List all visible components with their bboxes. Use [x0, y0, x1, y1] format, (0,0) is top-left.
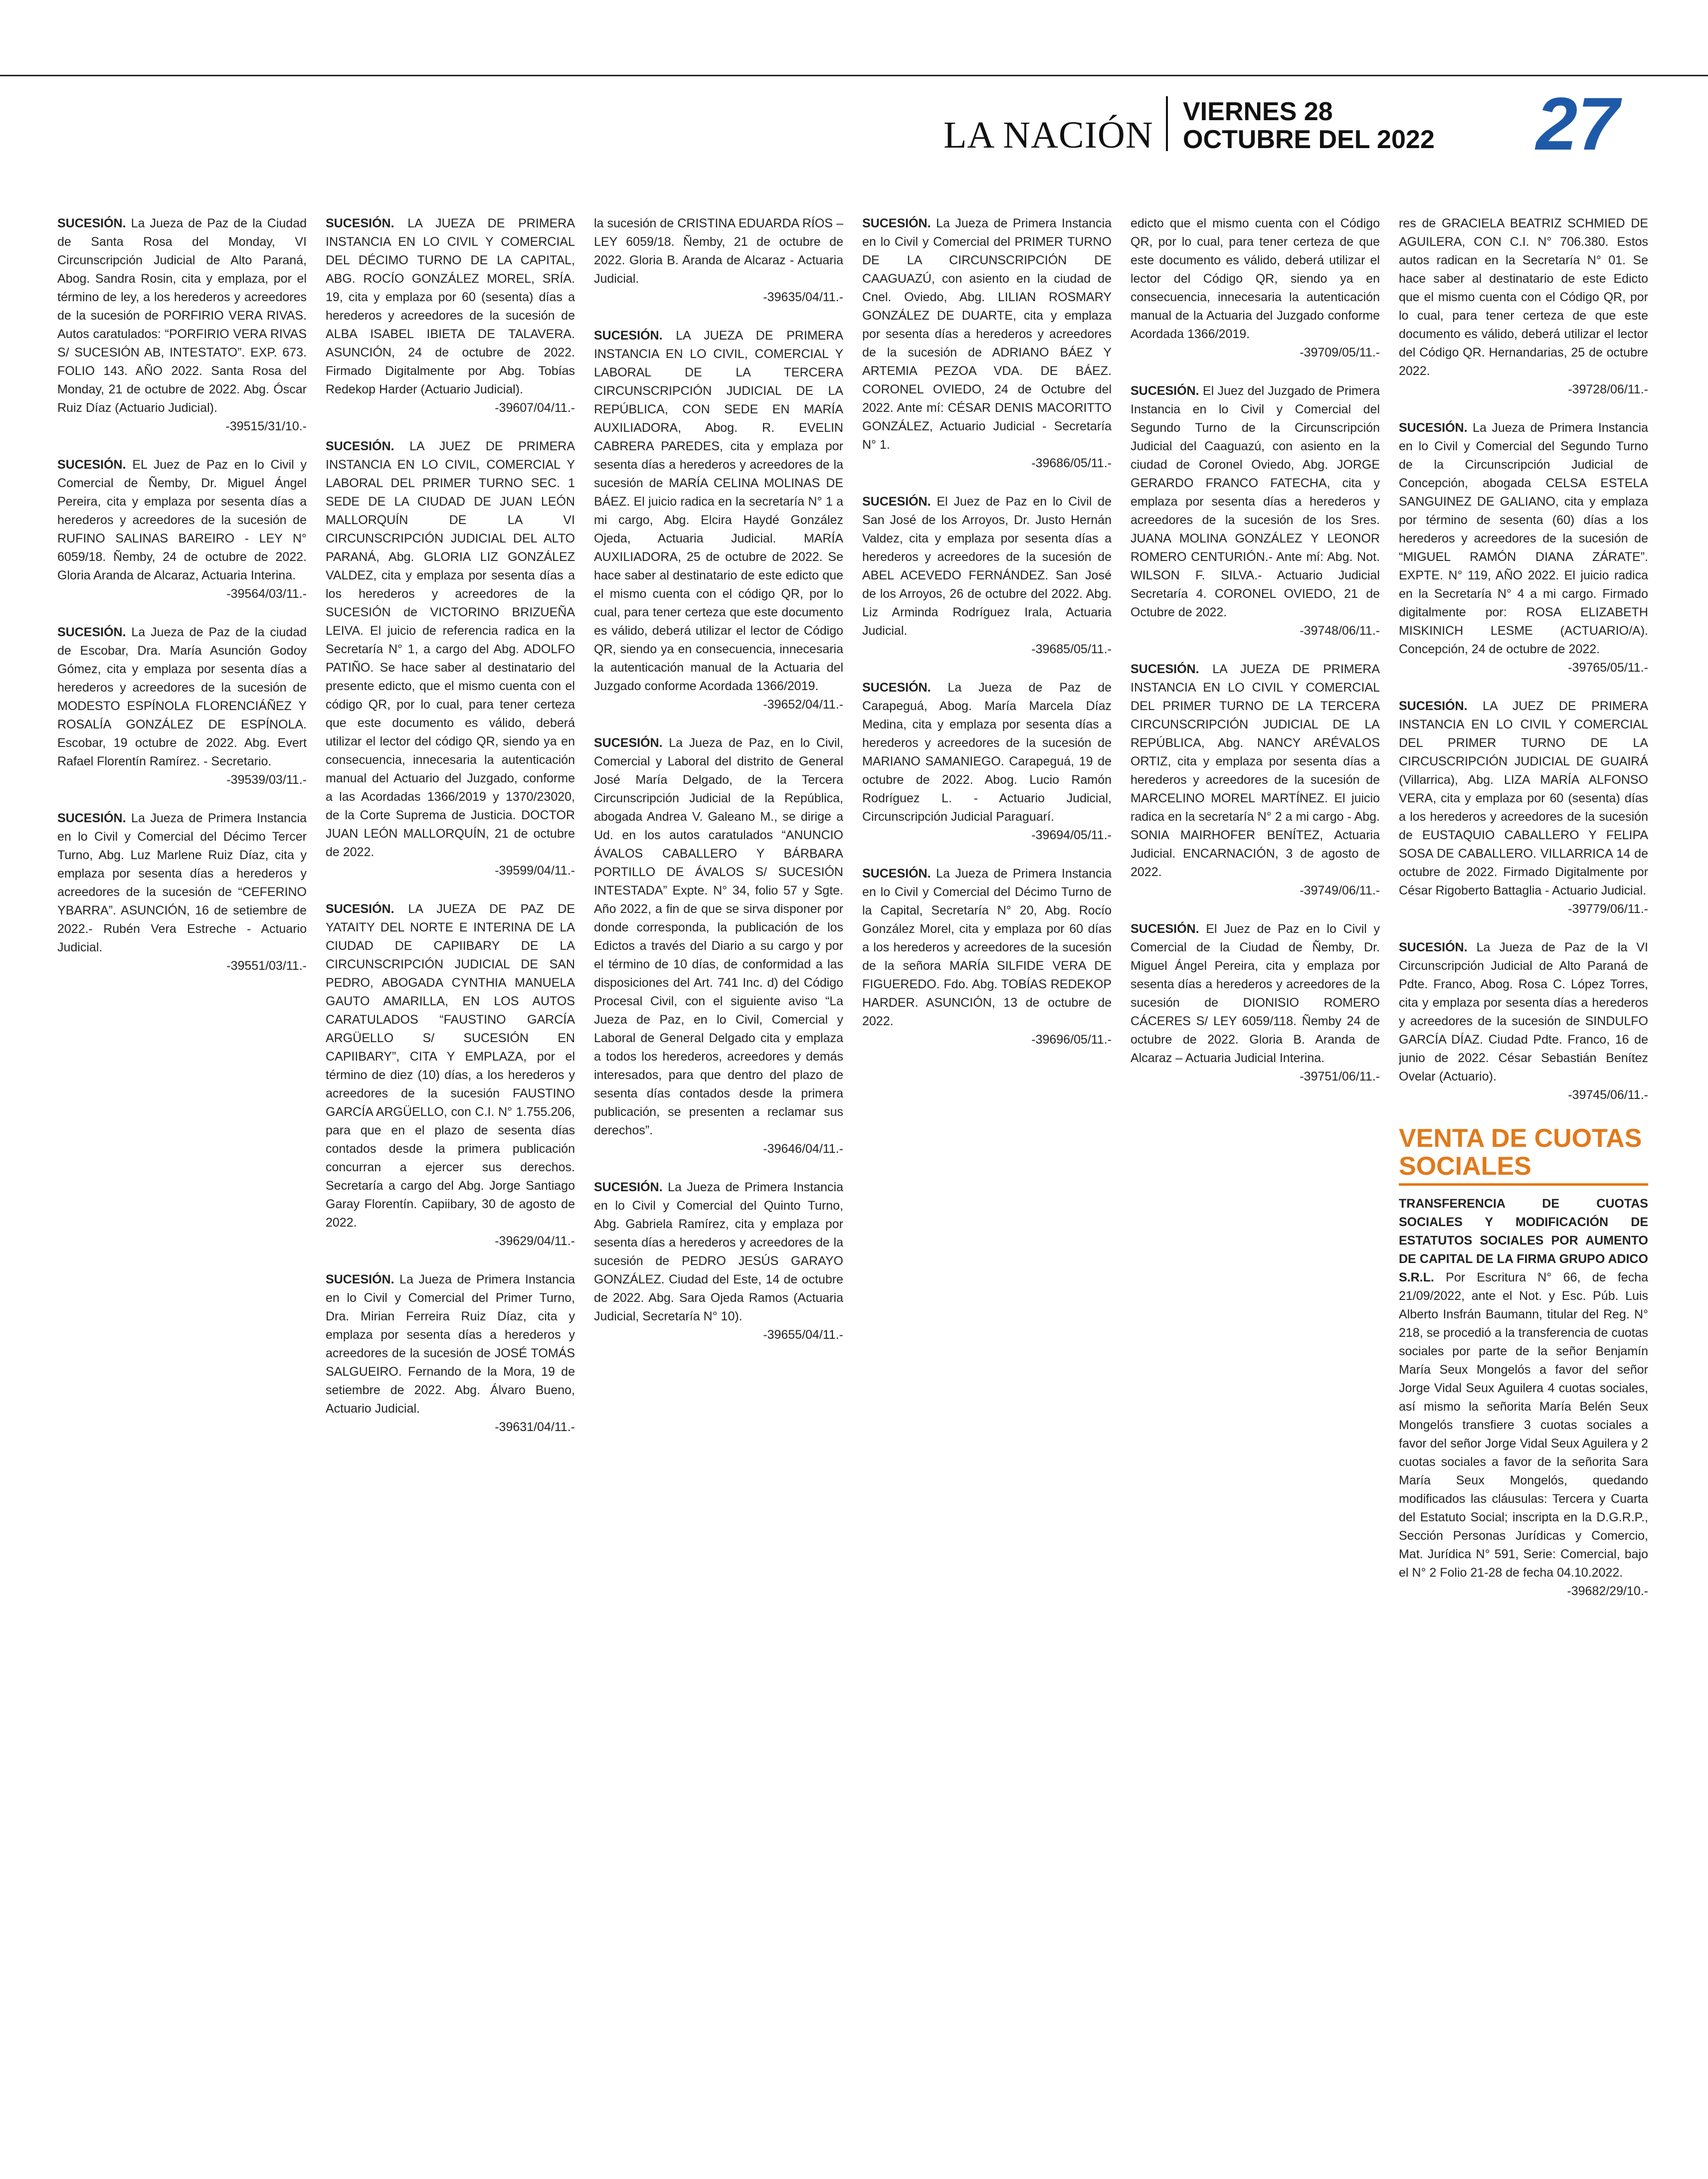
legal-notice — [1399, 214, 1648, 399]
notice-reference: -39682/29/10.- — [1567, 1584, 1648, 1598]
issue-month: OCTUBRE DEL 2022 — [1183, 125, 1435, 154]
notice-body: LA JUEZA DE PRIMERA INSTANCIA EN LO CIVIL, COMERCIAL Y LABORAL DE LA TERCERA CIRCUNSCRIPCIÓN JUDICIAL DE LA REPÚBLICA, CON SEDE EN MARÍA AUXILIADORA, Abog. R. EVELIN CABRERA PAREDES, cita y emplaza por sesenta días a herederos y acreedores de la sucesión de MARÍA CELINA MOLINAS DE BÁEZ. El juicio radica en la secretaría N° 1 a mi cargo, Abg. Elcira Haydé González Ojeda, Actuaria Judicial. MARÍA AUXILIADORA, 25 de octubre de 2022. Se hace saber al destinatario de este edicto que el mismo cuenta con el código QR, por lo cual, para tener certeza que este documento es válido, deberá utilizar el lector de Código QR, siendo ya en consecuencia, innecesaria la autenticación manual de la Actuaria del Juzgado conforme Acordada 1366/2019. — [594, 329, 843, 693]
top-rule — [0, 75, 1708, 76]
legal-notice — [326, 437, 575, 880]
notice-body: La Jueza de Paz de Carapeguá, Abog. María Marcela Díaz Medina, cita y emplaza por sesenta días a herederos y acreedores de la sucesión de MARIANO SAMANIEGO. Carapeguá, 19 de octubre de 2022. Abog. Lucio Ramón Rodríguez L. - Actuario Judicial, Circunscripción Judicial Paraguarí. — [862, 681, 1112, 824]
notice-reference: -39686/05/11.- — [1031, 456, 1112, 470]
legal-notice — [594, 734, 843, 1158]
notice-reference: -39655/04/11.- — [763, 1328, 843, 1342]
notice-reference: -39635/04/11.- — [763, 290, 843, 304]
legal-notice — [57, 214, 307, 436]
notice-keyword: SUCESIÓN. — [57, 811, 126, 825]
notice-reference: -39765/05/11.- — [1568, 661, 1648, 675]
notice-reference: -39694/05/11.- — [1031, 828, 1112, 842]
legal-notice — [1399, 419, 1648, 677]
notice-reference: -39749/06/11.- — [1300, 884, 1380, 898]
notice-reference: -39629/04/11.- — [495, 1234, 575, 1248]
notice-reference: -39696/05/11.- — [1031, 1033, 1112, 1047]
notice-reference: -39748/06/11.- — [1300, 624, 1380, 638]
notice-keyword: SUCESIÓN. — [1131, 922, 1199, 936]
legal-notice — [57, 809, 307, 975]
notice-keyword: SUCESIÓN. — [862, 216, 931, 230]
notice-keyword: SUCESIÓN. — [326, 216, 394, 230]
issue-day: VIERNES 28 — [1183, 97, 1333, 126]
legal-notice — [862, 214, 1112, 473]
newspaper-logo: LA NACIÓN — [944, 114, 1153, 156]
notice-body: LA JUEZ DE PRIMERA INSTANCIA EN LO CIVIL, COMERCIAL Y LABORAL DEL PRIMER TURNO SEC. 1 SEDE DE LA CIUDAD DE JUAN LEÓN MALLORQUÍN DE LA VI CIRCUNSCRIPCIÓN JUDICIAL DEL ALTO PARANÁ, Abg. GLORIA LIZ GONZÁLEZ VALDEZ, cita y emplaza por sesenta días a los herederos y acreedores de la SUCESIÓN de VICTORINO BRIZUEÑA LEIVA. El juicio de referencia radica en la Secretaría N° 1, a cargo del Abg. ADOLFO PATIÑO. Se hace saber al destinatario del presente edicto, que el mismo cuenta con el código QR, por lo cual, para tener certeza que este documento es válido, deberá utilizar el lector del código QR, siendo ya en consecuencia, innecesaria la autenticación manual del Actuario del Juzgado, conforme a las Acordadas 1366/2019 y 1370/23020, de la Corte Suprema de Justicia. DOCTOR JUAN LEÓN MALLORQUÍN, 21 de octubre de 2022. — [326, 439, 575, 859]
legal-notice — [862, 865, 1112, 1049]
column-1 — [57, 214, 307, 2159]
notice-reference: -39745/06/11.- — [1568, 1088, 1648, 1102]
classifieds-columns — [57, 214, 1651, 2159]
notice-reference: -39599/04/11.- — [495, 864, 575, 878]
notice-body: edicto que el mismo cuenta con el Código QR, por lo cual, para tener certeza de que este documento es válido, deberá utilizar el lector del Código QR, siendo ya en consecuencia, innecesaria la autenticación manual de la Actuaria del Juzgado conforme Acordada 1366/2019. — [1131, 216, 1380, 341]
section-heading: VENTA DE CUOTAS SOCIALES — [1399, 1124, 1648, 1186]
notice-reference: -39551/03/11.- — [226, 959, 307, 973]
legal-notice — [594, 327, 843, 714]
legal-notice — [57, 456, 307, 603]
notice-keyword: SUCESIÓN. — [326, 902, 394, 916]
legal-notice — [862, 679, 1112, 845]
legal-notice — [1399, 1195, 1648, 1601]
column-6 — [1399, 214, 1648, 2159]
notice-reference: -39539/03/11.- — [226, 773, 307, 787]
column-5 — [1131, 214, 1380, 2159]
notice-keyword: SUCESIÓN. — [862, 495, 931, 509]
column-4 — [862, 214, 1112, 2159]
notice-reference: -39607/04/11.- — [495, 401, 575, 415]
notice-body: Por Escritura N° 66, de fecha 21/09/2022, ante el Not. y Esc. Púb. Luis Alberto Insfrán Baumann, titular del Reg. N° 218, se procedió a la transferencia de cuotas sociales por parte de la señor Benjamín María Seux Mongelós a favor del señor Jorge Vidal Seux Aguilera 4 cuotas sociales, así mismo la señorita María Belén Seux Mongelós transfiere 3 cuotas sociales a favor del señor Jorge Vidal Seux Aguilera y 2 cuotas sociales a favor de la señorita Sara María Seux Mongelós, quedando modificados las cláusulas: Tercera y Cuarta del Estatuto Social; inscripta en la D.G.R.P., Sección Personas Jurídicas y Comercio, Mat. Jurídica N° 591, Serie: Comercial, bajo el N° 2 Folio 21-28 de fecha 04.10.2022. — [1399, 1271, 1648, 1580]
legal-notice — [594, 1178, 843, 1344]
notice-keyword: SUCESIÓN. — [1399, 699, 1468, 713]
notice-keyword: SUCESIÓN. — [326, 439, 394, 453]
legal-notice — [1399, 697, 1648, 918]
notice-keyword: SUCESIÓN. — [594, 736, 663, 750]
column-3 — [594, 214, 843, 2159]
notice-keyword: SUCESIÓN. — [862, 681, 931, 695]
notice-reference: -39728/06/11.- — [1568, 382, 1648, 396]
notice-reference: -39779/06/11.- — [1568, 902, 1648, 916]
legal-notice — [594, 214, 843, 307]
notice-body: La Jueza de Primera Instancia en lo Civil y Comercial del PRIMER TURNO DE LA CIRCUNSCRIPCIÓN DE CAAGUAZÚ, con asiento en la ciudad de Cnel. Oviedo, Abg. LILIAN ROSMARY GONZÁLEZ DE DUARTE, cita y emplaza por sesenta días a herederos y acreedores de la sucesión de ADRIANO BÁEZ Y ARTEMIA PEZOA VDA. DE BÁEZ. CORONEL OVIEDO, 24 de Octubre del 2022. Ante mí: CÉSAR DENIS MACORITTO GONZÁLEZ, Actuario Judicial - Secretaría N° 1. — [862, 216, 1112, 452]
notice-body: LA JUEZA DE PRIMERA INSTANCIA EN LO CIVIL Y COMERCIAL DEL DÉCIMO TURNO DE LA CAPITAL, ABG. ROCÍO GONZÁLEZ MOREL, SRÍA. 19, cita y emplaza por 60 (sesenta) días a herederos y acreedores de la sucesión de ALBA ISABEL IBIETA DE TALAVERA. ASUNCIÓN, 24 de octubre de 2022. Firmado Digitalmente por Abg. Tobías Redekop Harder (Actuario Judicial). — [326, 216, 575, 396]
notice-keyword: TRANSFERENCIA DE CUOTAS SOCIALES Y MODIFICACIÓN DE ESTATUTOS SOCIALES POR AUMENTO DE CAPITAL DE LA FIRMA GRUPO ADICO S.R.L. — [1399, 1197, 1648, 1284]
notice-body: La Jueza de Primera Instancia en lo Civil y Comercial del Primer Turno, Dra. Mirian Ferreira Ruiz Díaz, cita y emplaza por sesenta días a herederos y acreedores de la sucesión de JOSÉ TOMÁS SALGUEIRO. Fernando de la Mora, 19 de setiembre de 2022. Abg. Álvaro Bueno, Actuario Judicial. — [326, 1272, 575, 1416]
notice-reference: -39646/04/11.- — [763, 1142, 843, 1156]
notice-body: La Jueza de Paz, en lo Civil, Comercial y Laboral del distrito de General José María Delgado, de la Tercera Circunscripción Judicial de la República, abogada Andrea V. Galeano M., se dirige a Ud. en los autos caratulados “ANUNCIO ÁVALOS CABALLERO Y BÁRBARA PORTILLO DE ÁVALOS S/ SUCESIÓN INTESTADA” Expte. N° 34, folio 57 y Sgte. Año 2022, a fin de que se sirva disponer por donde corresponda, la publicación de los Edictos a través del Diario a su cargo y por el término de 10 días, de conformidad a las disposiciones del Art. 741 Inc. d) del Código Procesal Civil, con el siguiente aviso “La Jueza de Paz, en lo Civil, Comercial y Laboral de General Delgado cita y emplaza a todos los herederos, acreedores y demás interesados, para que dentro del plazo de sesenta días contados desde la primera publicación, se presenten a reclamar sus derechos”. — [594, 736, 843, 1137]
notice-keyword: SUCESIÓN. — [57, 458, 126, 472]
notice-body: LA JUEZA DE PRIMERA INSTANCIA EN LO CIVIL Y COMERCIAL DEL PRIMER TURNO DE LA TERCERA CIRCUNSCRIPCIÓN JUDICIAL DE LA REPÚBLICA, Abg. NANCY ARÉVALOS ORTIZ, cita y emplaza por sesenta días a herederos y acreedores de la sucesión de MARCELINO MOREL MARTÍNEZ. El juicio radica en la secretaría N° 2 a mi cargo - Abg. SONIA MAIRHOFER BENÍTEZ, Actuaria Judicial. ENCARNACIÓN, 3 de agosto de 2022. — [1131, 662, 1380, 879]
notice-body: El Juez de Paz en lo Civil de San José de los Arroyos, Dr. Justo Hernán Valdez, cita y emplaza por sesenta días a herederos y acreedores de la sucesión de ABEL ACEVEDO FERNÁNDEZ. San José de los Arroyos, 26 de octubre del 2022. Abg. Liz Arminda Rodríguez Irala, Actuaria Judicial. — [862, 495, 1112, 638]
issue-date — [1183, 98, 1442, 154]
notice-keyword: SUCESIÓN. — [862, 867, 931, 881]
notice-body: La Jueza de Paz de la VI Circunscripción Judicial de Alto Paraná de Pdte. Franco, Abog. Rosa C. López Torres, cita y emplaza por sesenta días a herederos y acreedores de la sucesión de SINDULFO GARCÍA DÍAZ. Ciudad Pdte. Franco, 16 de junio de 2022. César Sebastián Benítez Ovelar (Actuario). — [1399, 940, 1648, 1084]
notice-body: La Jueza de Paz de la ciudad de Escobar, Dra. María Asunción Godoy Gómez, cita y emplaza por sesenta días a herederos y acreedores de la sucesión de MODESTO ESPÍNOLA FLORENCIÁÑEZ Y ROSALÍA GONZÁLEZ DE ESPÍNOLA. Escobar, 19 octubre de 2022. Abg. Evert Rafael Florentín Ramírez. - Secretario. — [57, 625, 307, 768]
notice-body: La Jueza de Primera Instancia en lo Civil y Comercial del Segundo Turno de la Circunscripción Judicial de Concepción, abogada CELSA ESTELA SANGUINEZ DE GALIANO, cita y emplaza por término de sesenta (60) días a los herederos y acreedores de la sucesión de “MIGUEL RAMÓN DIANA ZÁRATE”. EXPTE. N° 119, AÑO 2022. El juicio radica en la Secretaría N° 4 a mi cargo. Firmado digitalmente por: ROSA ELIZABETH MISKINICH LESME (ACTUARIO/A). Concepción, 24 de octubre de 2022. — [1399, 421, 1648, 656]
masthead-divider — [1166, 96, 1168, 151]
notice-keyword: SUCESIÓN. — [1131, 662, 1199, 676]
masthead — [0, 84, 1708, 169]
notice-reference: -39751/06/11.- — [1300, 1070, 1380, 1084]
legal-notice — [1131, 920, 1380, 1086]
notice-keyword: SUCESIÓN. — [57, 625, 126, 639]
notice-body: res de GRACIELA BEATRIZ SCHMIED DE AGUILERA, CON C.I. N° 706.380. Estos autos radican en la Secretaría N° 01. Se hace saber al destinatario de este Edicto que el mismo cuenta con el Código QR, por lo cual, para tener certeza de que este documento es válido, deberá utilizar el lector del Código QR. Hernandarias, 25 de octubre 2022. — [1399, 216, 1648, 378]
notice-body: La Jueza de Paz de la Ciudad de Santa Rosa del Monday, VI Circunscripción Judicial de Alto Paraná, Abog. Sandra Rosin, cita y emplaza, por el término de ley, a los herederos y acreedores de la sucesión de PORFIRIO VERA RIVAS. Autos caratulados: “PORFIRIO VERA RIVAS S/ SUCESIÓN AB, INTESTATO”. EXP. 673. FOLIO 143. AÑO 2022. Santa Rosa del Monday, 21 de octubre de 2022. Abg. Óscar Ruiz Díaz (Actuario Judicial). — [57, 216, 307, 415]
legal-notice — [1131, 214, 1380, 362]
legal-notice — [57, 623, 307, 789]
notice-keyword: SUCESIÓN. — [594, 329, 663, 343]
notice-reference: -39515/31/10.- — [225, 419, 307, 433]
notice-body: La Jueza de Primera Instancia en lo Civil y Comercial del Décimo Tercer Turno, Abg. Luz Marlene Ruiz Díaz, cita y emplaza por sesenta días a herederos y acreedores de la sucesión de “CEFERINO YBARRA”. ASUNCIÓN, 16 de setiembre de 2022.- Rubén Vera Estreche - Actuario Judicial. — [57, 811, 307, 954]
notice-body: LA JUEZ DE PRIMERA INSTANCIA EN LO CIVIL Y COMERCIAL DEL PRIMER TURNO DE LA CIRCUSCRIPCIÓN JUDICIAL DE GUAIRÁ (Villarrica), Abg. LIZA MARÍA ALFONSO VERA, cita y emplaza por 60 (sesenta) días a los herederos y acreedores de la sucesión de EUSTAQUIO CABALLERO Y FELIPA SOSA DE CABALLERO. VILLARRICA 14 de octubre de 2022. Firmado Digitalmente por César Rigoberto Battaglia - Actuario Judicial. — [1399, 699, 1648, 898]
notice-reference: -39564/03/11.- — [226, 587, 307, 601]
legal-notice — [326, 900, 575, 1251]
notice-keyword: SUCESIÓN. — [326, 1272, 394, 1286]
notice-reference: -39652/04/11.- — [763, 698, 843, 712]
notice-body: La Jueza de Primera Instancia en lo Civil y Comercial del Décimo Turno de la Capital, Secretaría N° 20, Abg. Rocío González Morel, cita y emplaza por 60 días a los herederos y acreedores de la sucesión de la señora MARÍA SILFIDE VERA DE FIGUEREDO. Fdo. Abg. TOBÍAS REDEKOP HARDER. ASUNCIÓN, 13 de octubre de 2022. — [862, 867, 1112, 1028]
notice-body: La Jueza de Primera Instancia en lo Civil y Comercial del Quinto Turno, Abg. Gabriela Ramírez, cita y emplaza por sesenta días a herederos y acreedores de la sucesión de PEDRO JESÚS GARAYO GONZÁLEZ. Ciudad del Este, 14 de octubre de 2022. Abg. Sara Ojeda Ramos (Actuaria Judicial, Secretaría N° 10). — [594, 1180, 843, 1323]
notice-body: LA JUEZA DE PAZ DE YATAITY DEL NORTE E INTERINA DE LA CIUDAD DE CAPIIBARY DE LA CIRCUNSCRIPCIÓN JUDICIAL DE SAN PEDRO, ABOGADA CYNTHIA MANUELA GAUTO AMARILLA, EN LOS AUTOS CARATULADOS “FAUSTINO GARCÍA ARGÜELLO S/ SUCESIÓN EN CAPIIBARY”, CITA Y EMPLAZA, por el término de diez (10) días, a los herederos y acreedores de la sucesión FAUSTINO GARCÍA ARGÜELLO, con C.I. N° 1.755.206, para que en el plazo de sesenta días contados desde la primera publicación concurran a ejercer sus derechos. Secretaría a cargo del Abg. Jorge Santiago Garay Florentín. Capiibary, 30 de agosto de 2022. — [326, 902, 575, 1230]
notice-body: la sucesión de CRISTINA EDUARDA RÍOS – LEY 6059/18. Ñemby, 21 de octubre de 2022. Gloria B. Aranda de Alcaraz - Actuaria Judicial. — [594, 216, 843, 286]
notice-body: El Juez del Juzgado de Primera Instancia en lo Civil y Comercial del Segundo Turno de la Circunscripción Judicial del Caaguazú, con asiento en la ciudad de Coronel Oviedo, Abg. JORGE GERARDO FRANCO FATECHA, cita y emplaza por sesenta días a herederos y acreedores de la sucesión de los Sres. JUANA MOLINA GONZÁLEZ Y LEONOR ROMERO CENTURIÓN.- Ante mí: Abg. Not. WILSON F. SILVA.- Actuario Judicial Secretaría 4. CORONEL OVIEDO, 21 de Octubre de 2022. — [1131, 384, 1380, 619]
legal-notice — [1399, 938, 1648, 1104]
column-2 — [326, 214, 575, 2159]
notice-keyword: SUCESIÓN. — [1399, 421, 1468, 435]
notice-body: El Juez de Paz en lo Civil y Comercial de la Ciudad de Ñemby, Dr. Miguel Ángel Pereira, cita y emplaza por sesenta días a herederos y acreedores de la sucesión de DIONISIO ROMERO CÁCERES S/ LEY 6059/118. Ñemby 24 de octubre de 2022. Gloria B. Aranda de Alcaraz – Actuaria Judicial Interina. — [1131, 922, 1380, 1065]
notice-reference: -39709/05/11.- — [1300, 346, 1380, 360]
page-number: 27 — [1536, 82, 1619, 166]
legal-notice — [1131, 382, 1380, 640]
legal-notice — [1131, 660, 1380, 900]
notice-keyword: SUCESIÓN. — [594, 1180, 663, 1194]
legal-notice — [326, 214, 575, 417]
notice-keyword: SUCESIÓN. — [57, 216, 126, 230]
notice-body: EL Juez de Paz en lo Civil y Comercial de Ñemby, Dr. Miguel Ángel Pereira, cita y emplaza por sesenta días a herederos y acreedores de la sucesión de RUFINO SALINAS BAREIRO - LEY N° 6059/18. Ñemby, 24 de octubre de 2022. Gloria Aranda de Alcaraz, Actuaria Interina. — [57, 458, 307, 582]
notice-reference: -39631/04/11.- — [495, 1420, 575, 1434]
legal-notice — [862, 493, 1112, 659]
notice-keyword: SUCESIÓN. — [1399, 940, 1468, 954]
legal-notice — [326, 1271, 575, 1437]
notice-reference: -39685/05/11.- — [1031, 642, 1112, 656]
notice-keyword: SUCESIÓN. — [1131, 384, 1199, 398]
